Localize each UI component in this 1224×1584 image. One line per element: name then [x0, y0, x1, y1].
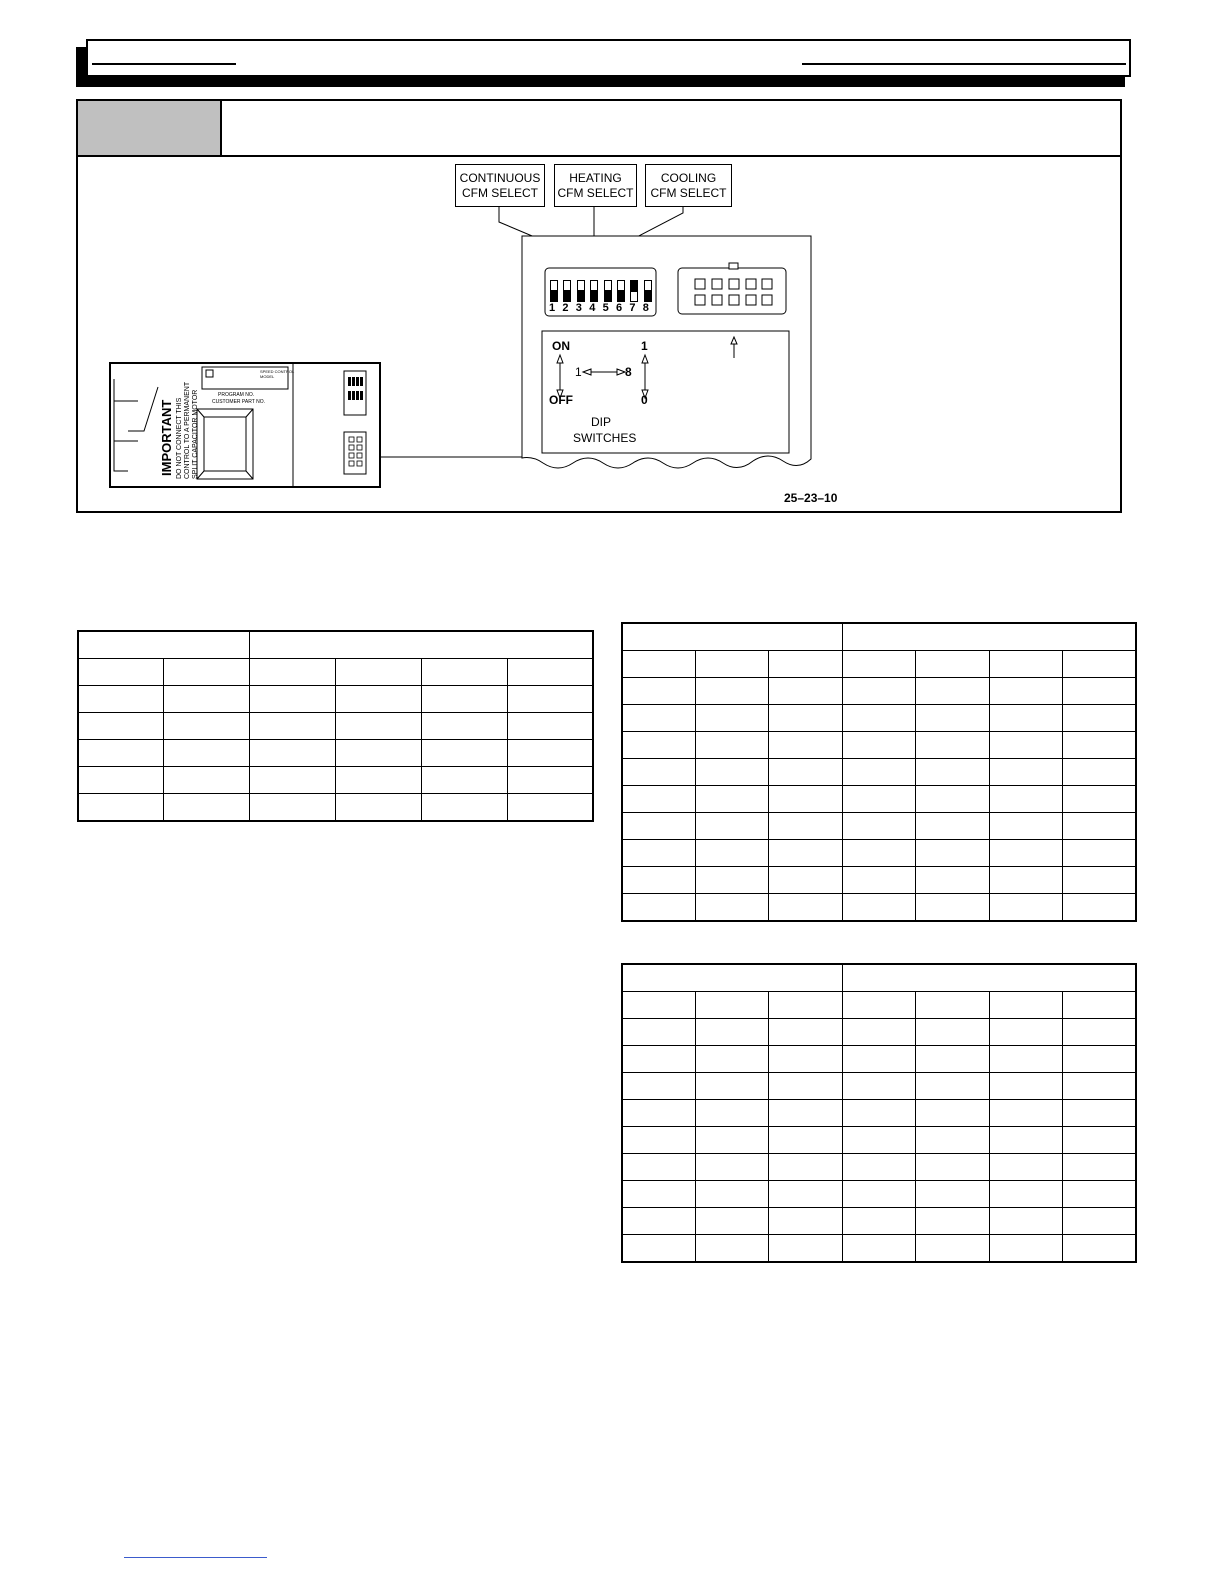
table-header-cell [250, 631, 593, 659]
table-cell [695, 1073, 768, 1100]
table-cell [842, 651, 915, 678]
table-cell [695, 1154, 768, 1181]
table-cell [421, 713, 507, 740]
table-row [622, 1046, 1136, 1073]
table-cell [842, 759, 915, 786]
legend-off-label: OFF [549, 393, 573, 407]
table-cell [842, 840, 915, 867]
table-cell [695, 732, 768, 759]
table-cell [1063, 1100, 1136, 1127]
table-cell [622, 1100, 695, 1127]
table-cell [989, 678, 1062, 705]
dip-switch-number: 2 [562, 302, 569, 314]
table-cell [989, 705, 1062, 732]
table-cell [769, 651, 842, 678]
table-cell [250, 767, 336, 794]
table-cell [769, 992, 842, 1019]
table-cell [622, 1046, 695, 1073]
table-cell [989, 1154, 1062, 1181]
table-row [622, 992, 1136, 1019]
table-row [622, 867, 1136, 894]
figure-number: 25–23–10 [784, 491, 838, 505]
table-cell [989, 867, 1062, 894]
table-cell [622, 840, 695, 867]
table-cell [916, 1100, 989, 1127]
board-warning-3: SPLIT CAPACITOR MOTOR [192, 389, 199, 479]
table-cell [916, 705, 989, 732]
table-cell [916, 1208, 989, 1235]
table-cell [622, 1154, 695, 1181]
table-cell [622, 759, 695, 786]
table-cell [769, 813, 842, 840]
table-cell [916, 1127, 989, 1154]
table-cell [335, 794, 421, 822]
table-cell [164, 686, 250, 713]
table-cell [989, 1100, 1062, 1127]
dip-switch-knob [631, 281, 637, 292]
table-cell [507, 794, 593, 822]
table-cell [250, 686, 336, 713]
table-cell [622, 894, 695, 922]
table-row [622, 1208, 1136, 1235]
dip-switch-number: 8 [642, 302, 649, 314]
table-cell [842, 1046, 915, 1073]
table-cell [507, 740, 593, 767]
table-cell [622, 1235, 695, 1263]
table-header-cell [622, 964, 842, 992]
callout-line-2: CFM SELECT [650, 186, 727, 200]
table-row [622, 1181, 1136, 1208]
table-cell [769, 732, 842, 759]
table-cell [769, 678, 842, 705]
table-row [622, 1154, 1136, 1181]
table-right-top [621, 622, 1137, 922]
table-cell [1063, 1046, 1136, 1073]
table-cell [695, 786, 768, 813]
table-cell [421, 767, 507, 794]
table-cell [916, 1073, 989, 1100]
dip-switch-knob [564, 290, 570, 301]
table-cell [842, 992, 915, 1019]
table-cell [989, 992, 1062, 1019]
table-row [78, 740, 593, 767]
table-left [77, 630, 594, 822]
table-cell [989, 1181, 1062, 1208]
dip-switch-7 [630, 280, 638, 302]
table-header-cell [622, 623, 842, 651]
table-cell [1063, 732, 1136, 759]
table-cell [1063, 651, 1136, 678]
table-cell [989, 1019, 1062, 1046]
dip-switch-5 [604, 280, 612, 302]
table-cell [335, 659, 421, 686]
table-row [78, 713, 593, 740]
table-cell [769, 894, 842, 922]
table-cell [695, 1127, 768, 1154]
table-cell [916, 813, 989, 840]
callout-line-1: COOLING [660, 171, 717, 185]
table-header-cell [78, 631, 250, 659]
table-cell [769, 1073, 842, 1100]
table-cell [769, 705, 842, 732]
dip-switch-2 [563, 280, 571, 302]
table-cell [622, 678, 695, 705]
table-row [622, 1127, 1136, 1154]
table-cell [1063, 786, 1136, 813]
table-cell [916, 732, 989, 759]
legend-one-label: 1 [641, 339, 648, 353]
table-cell [695, 1019, 768, 1046]
table-cell [164, 794, 250, 822]
table-cell [842, 894, 915, 922]
table-cell [1063, 1208, 1136, 1235]
board-program-label: PROGRAM NO. [218, 392, 255, 398]
table-cell [1063, 1073, 1136, 1100]
table-row [622, 840, 1136, 867]
table-row [622, 1073, 1136, 1100]
callout-line-2: CFM SELECT [461, 186, 538, 200]
table-cell [916, 867, 989, 894]
table-cell [842, 678, 915, 705]
table-cell [695, 678, 768, 705]
table-row [622, 732, 1136, 759]
header-rule-right [802, 63, 1126, 65]
table-cell [421, 794, 507, 822]
table-cell [842, 1073, 915, 1100]
board-warning-2: CONTROL TO A PERMANENT [184, 381, 191, 479]
table-cell [989, 759, 1062, 786]
table-cell [695, 705, 768, 732]
table-cell [842, 732, 915, 759]
table-cell [1063, 1019, 1136, 1046]
overview-board [110, 363, 380, 487]
table-cell [989, 1046, 1062, 1073]
table-cell [1063, 867, 1136, 894]
dip-switch-3 [577, 280, 585, 302]
table-cell [250, 794, 336, 822]
table-cell [622, 705, 695, 732]
board-speed-label: SPEED CONTROL [260, 369, 295, 374]
page-header [86, 39, 1131, 77]
dip-switch-4 [590, 280, 598, 302]
table-cell [622, 867, 695, 894]
table-header-row [622, 623, 1136, 651]
table-cell [622, 992, 695, 1019]
table-cell [769, 1181, 842, 1208]
table-cell [842, 705, 915, 732]
table-cell [916, 1154, 989, 1181]
dip-switch-knob [578, 290, 584, 301]
legend-range-start: 1 [575, 365, 582, 379]
table-cell [695, 1181, 768, 1208]
dip-switch-8 [644, 280, 652, 302]
dip-switch-number: 7 [629, 302, 636, 314]
table-cell [1063, 1235, 1136, 1263]
table-cell [507, 659, 593, 686]
table-cell [1063, 813, 1136, 840]
table-cell [842, 1181, 915, 1208]
table-cell [78, 713, 164, 740]
connector-block [678, 268, 786, 314]
table-cell [695, 759, 768, 786]
table-cell [622, 1127, 695, 1154]
callout-line-1: CONTINUOUS [459, 171, 541, 185]
table-cell [78, 659, 164, 686]
dip-switch-knob [645, 290, 651, 301]
table-cell [78, 767, 164, 794]
table-cell [769, 1154, 842, 1181]
table-cell [622, 1019, 695, 1046]
table-cell [916, 1046, 989, 1073]
table-cell [842, 867, 915, 894]
table-cell [916, 678, 989, 705]
board-model-label: MODEL [260, 374, 275, 379]
table-row [78, 686, 593, 713]
table-cell [916, 840, 989, 867]
table-cell [78, 740, 164, 767]
legend-on-label: ON [552, 339, 570, 353]
table-row [622, 1019, 1136, 1046]
table-cell [695, 1208, 768, 1235]
legend-range-end: 8 [625, 365, 632, 379]
table-cell [250, 713, 336, 740]
table-cell [695, 840, 768, 867]
table-cell [421, 686, 507, 713]
table-cell [842, 1019, 915, 1046]
dip-switch-knob [618, 290, 624, 301]
board-customer-label: CUSTOMER PART NO. [212, 399, 265, 405]
table-cell [916, 759, 989, 786]
dip-switch-knob [551, 290, 557, 301]
table-cell [695, 992, 768, 1019]
table-cell [164, 713, 250, 740]
table-cell [695, 1235, 768, 1263]
table-header-cell [842, 964, 1136, 992]
table-cell [842, 1208, 915, 1235]
table-cell [695, 1100, 768, 1127]
table-cell [989, 813, 1062, 840]
legend-zero-label: 0 [641, 393, 648, 407]
table-cell [1063, 894, 1136, 922]
table-cell [622, 651, 695, 678]
table-cell [916, 1181, 989, 1208]
table-cell [78, 686, 164, 713]
table-cell [989, 1127, 1062, 1154]
table-cell [916, 894, 989, 922]
table-cell [695, 651, 768, 678]
table-cell [769, 1046, 842, 1073]
table-cell [1063, 992, 1136, 1019]
table-cell [421, 659, 507, 686]
table-cell [989, 840, 1062, 867]
table-cell [622, 1073, 695, 1100]
board-important-text: IMPORTANT [159, 399, 174, 476]
table-cell [695, 1046, 768, 1073]
table-cell [164, 659, 250, 686]
table-cell [916, 1235, 989, 1263]
table-header-row [78, 631, 593, 659]
table-cell [1063, 705, 1136, 732]
figure-frame [76, 99, 1122, 513]
control-board-drawing [78, 101, 1120, 511]
table-cell [622, 1208, 695, 1235]
table-cell [1063, 678, 1136, 705]
table-row [78, 659, 593, 686]
dip-switch-knob [591, 290, 597, 301]
legend-title-line-2: SWITCHES [573, 431, 637, 445]
table-row [622, 705, 1136, 732]
table-cell [989, 1235, 1062, 1263]
table-row [622, 651, 1136, 678]
dip-switch-number: 1 [549, 302, 556, 314]
table-cell [769, 786, 842, 813]
table-cell [769, 1127, 842, 1154]
table-cell [695, 894, 768, 922]
table-cell [250, 659, 336, 686]
table-cell [164, 740, 250, 767]
header-rule-left [92, 63, 236, 65]
table-cell [695, 813, 768, 840]
table-header-row [622, 964, 1136, 992]
table-header-cell [842, 623, 1136, 651]
footer-link-rule [124, 1557, 267, 1558]
table-cell [989, 786, 1062, 813]
dip-switch-number: 3 [575, 302, 582, 314]
table-row [622, 786, 1136, 813]
table-row [78, 794, 593, 822]
table-cell [1063, 1154, 1136, 1181]
table-cell [769, 1235, 842, 1263]
table-cell [916, 651, 989, 678]
table-cell [916, 992, 989, 1019]
table-row [78, 767, 593, 794]
table-cell [989, 1073, 1062, 1100]
table-cell [695, 867, 768, 894]
table-cell [507, 686, 593, 713]
table-cell [769, 1019, 842, 1046]
callout-line-1: HEATING [569, 171, 622, 185]
dip-switch-number: 6 [616, 302, 623, 314]
table-cell [622, 786, 695, 813]
table-cell [507, 767, 593, 794]
table-cell [842, 1127, 915, 1154]
table-cell [769, 759, 842, 786]
board-warning-1: DO NOT CONNECT THIS [176, 397, 183, 479]
table-cell [769, 1100, 842, 1127]
table-row [622, 759, 1136, 786]
table-cell [989, 651, 1062, 678]
table-cell [989, 732, 1062, 759]
table-cell [335, 713, 421, 740]
table-cell [250, 740, 336, 767]
table-cell [842, 786, 915, 813]
table-cell [335, 767, 421, 794]
dip-switch-number: 4 [589, 302, 596, 314]
dip-switch-6 [617, 280, 625, 302]
table-row [622, 1100, 1136, 1127]
callout-line-2: CFM SELECT [557, 186, 634, 200]
dip-switch-number: 5 [602, 302, 609, 314]
table-cell [1063, 840, 1136, 867]
table-right-bottom [621, 963, 1137, 1263]
table-cell [622, 1181, 695, 1208]
table-cell [769, 1208, 842, 1235]
table-cell [164, 767, 250, 794]
table-cell [622, 813, 695, 840]
table-cell [769, 840, 842, 867]
table-row [622, 1235, 1136, 1263]
table-cell [335, 686, 421, 713]
table-cell [1063, 1127, 1136, 1154]
table-row [622, 678, 1136, 705]
table-cell [842, 1100, 915, 1127]
dip-switch-1 [550, 280, 558, 302]
table-cell [1063, 759, 1136, 786]
table-cell [421, 740, 507, 767]
table-cell [769, 867, 842, 894]
table-row [622, 813, 1136, 840]
table-cell [335, 740, 421, 767]
table-cell [989, 894, 1062, 922]
legend-title-line-1: DIP [591, 415, 612, 429]
table-cell [989, 1208, 1062, 1235]
table-cell [507, 713, 593, 740]
dip-switch-knob [605, 290, 611, 301]
table-cell [916, 786, 989, 813]
table-cell [842, 1154, 915, 1181]
table-cell [1063, 1181, 1136, 1208]
table-cell [842, 1235, 915, 1263]
table-cell [78, 794, 164, 822]
table-cell [916, 1019, 989, 1046]
table-cell [842, 813, 915, 840]
table-row [622, 894, 1136, 922]
table-cell [622, 732, 695, 759]
